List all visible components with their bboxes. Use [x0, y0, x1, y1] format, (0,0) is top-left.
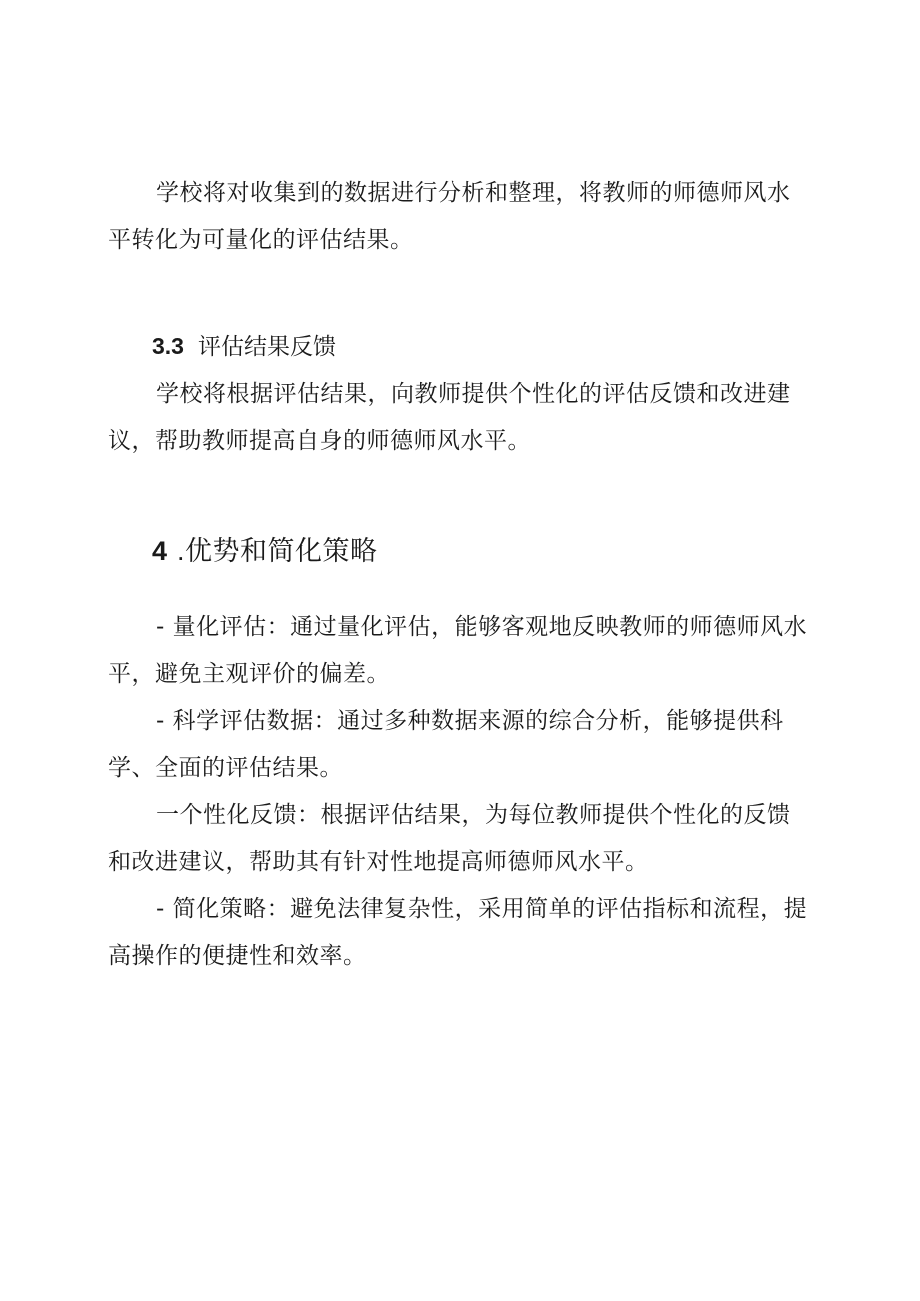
section-heading-3-3 [152, 328, 336, 364]
section-heading-4 [152, 530, 378, 572]
list-item-personalized-feedback: 一个性化反馈：根据评估结果，为每位教师提供个性化的反馈和改进建议，帮助其有针对性地提高师德师风水平。 [108, 802, 791, 875]
section-title: 评估结果反馈 [197, 333, 336, 359]
section-number: 4 [152, 536, 168, 566]
paragraph-feedback: 学校将根据评估结果，向教师提供个性化的评估反馈和改进建议，帮助教师提高自身的师德师风水平。 [108, 381, 791, 454]
section-title: .优势和简化策略 [177, 536, 378, 566]
list-item-simplified-strategy: - 简化策略：避免法律复杂性，采用简单的评估指标和流程，提高操作的便捷性和效率。 [108, 896, 808, 969]
list-item-scientific-data: - 科学评估数据：通过多种数据来源的综合分析，能够提供科学、全面的评估结果。 [108, 708, 784, 781]
list-item-quantified-assessment: - 量化评估：通过量化评估，能够客观地反映教师的师德师风水平，避免主观评价的偏差。 [108, 614, 808, 687]
section-number: 3.3 [152, 333, 184, 359]
paragraph-data-analysis: 学校将对收集到的数据进行分析和整理，将教师的师德师风水平转化为可量化的评估结果。 [108, 180, 791, 253]
